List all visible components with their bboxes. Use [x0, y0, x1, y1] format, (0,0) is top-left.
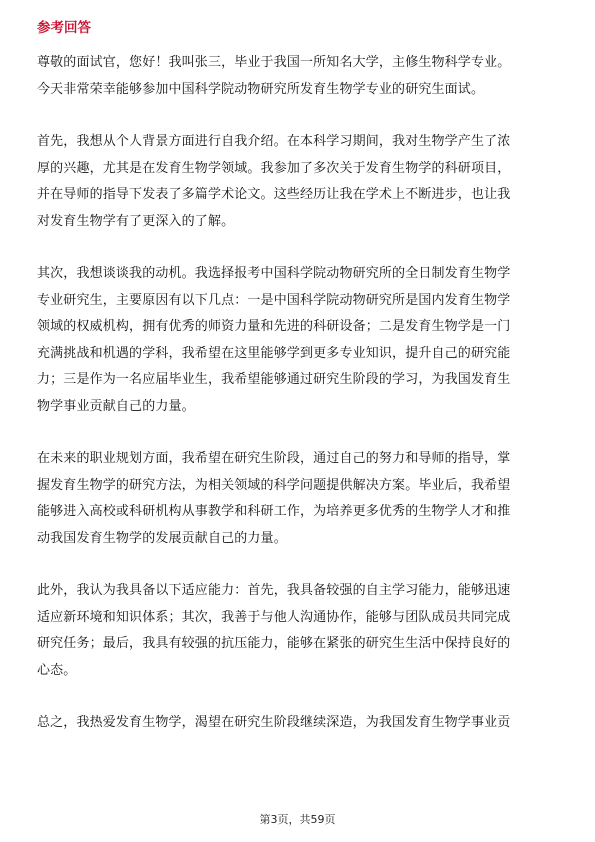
page-number-footer: 第3页，共59页: [259, 813, 336, 826]
paragraph-line: 对发育生物学有了更深入的了解。: [37, 213, 235, 229]
paragraph-line: 握发育生物学的研究方法，为相关领域的科学问题提供解决方案。毕业后，我希望: [37, 477, 511, 493]
paragraph-line: 领域的权威机构，拥有优秀的师资力量和先进的科研设备；二是发育生物学是一门: [37, 319, 511, 334]
paragraph-line: 专业研究生，主要原因有以下几点：一是中国科学院动物研究所是国内发育生物学: [37, 292, 511, 308]
paragraph-line: 力；三是作为一名应届毕业生，我希望能够通过研究生阶段的学习，为我国发育生: [37, 372, 511, 387]
answer-body: [37, 50, 558, 737]
paragraph-line: 并在导师的指导下发表了多篇学术论文。这些经历让我在学术上不断进步，也让我: [37, 187, 511, 202]
paragraph-line: 动我国发育生物学的发展贡献自己的力量。: [37, 530, 287, 546]
paragraph-line: 首先，我想从个人背景方面进行自我介绍。在本科学习期间，我对生物学产生了浓: [37, 134, 511, 149]
paragraph-line: 厚的兴趣，尤其是在发育生物学领域。我参加了多次关于发育生物学的科研项目，: [37, 160, 511, 176]
paragraph-line: 今天非常荣幸能够参加中国科学院动物研究所发育生物学专业的研究生面试。: [37, 81, 485, 97]
paragraph-line: 心态。: [37, 662, 77, 678]
paragraph-gap: [37, 103, 558, 129]
paragraph-line: 此外，我认为我具备以下适应能力：首先，我具备较强的自主学习能力，能够迅速: [37, 583, 511, 598]
paragraph-adaptability: [37, 578, 558, 684]
paragraph-line: 尊敬的面试官，您好！我叫张三，毕业于我国一所知名大学，主修生物科学专业。: [37, 55, 511, 70]
paragraph-line: 能够进入高校或科研机构从事教学和科研工作，为培养更多优秀的生物学人才和推: [37, 504, 511, 519]
paragraph-gap: [37, 552, 558, 578]
paragraph-line: 在未来的职业规划方面，我希望在研究生阶段，通过自己的努力和导师的指导，掌: [37, 451, 511, 466]
paragraph-gap: [37, 235, 558, 261]
paragraph-conclusion: [37, 710, 558, 737]
paragraph-line: 物学事业贡献自己的力量。: [37, 398, 195, 414]
section-title: 参考回答: [37, 20, 91, 36]
paragraph-gap: [37, 684, 558, 710]
paragraph-background: [37, 129, 558, 235]
paragraph-line: 适应新环境和知识体系；其次，我善于与他人沟通协作，能够与团队成员共同完成: [37, 609, 511, 625]
paragraph-line: 总之，我热爱发育生物学，渴望在研究生阶段继续深造，为我国发育生物学事业贡: [37, 715, 511, 730]
paragraph-gap: [37, 420, 558, 446]
paragraph-greeting: [37, 50, 558, 103]
paragraph-line: 充满挑战和机遇的学科，我希望在这里能够学到更多专业知识，提升自己的研究能: [37, 345, 511, 361]
paragraph-career-plan: [37, 446, 558, 552]
paragraph-motivation: [37, 261, 558, 420]
paragraph-line: 研究任务；最后，我具有较强的抗压能力，能够在紧张的研究生生活中保持良好的: [37, 636, 511, 651]
paragraph-line: 其次，我想谈谈我的动机。我选择报考中国科学院动物研究所的全日制发育生物学: [37, 266, 511, 281]
